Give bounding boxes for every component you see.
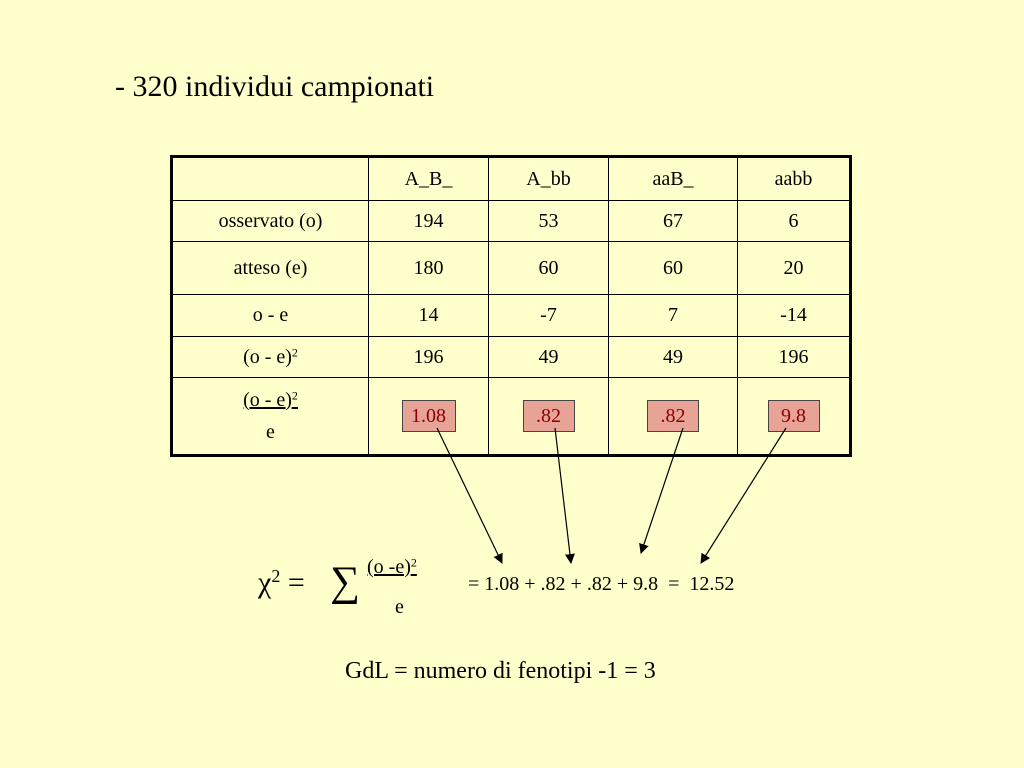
row-label-observed: osservato (o) (172, 201, 369, 242)
table-cell: 60 (609, 242, 738, 295)
table-cell (738, 378, 851, 456)
row-label-difference: o - e (172, 295, 369, 337)
highlighted-value: 9.8 (768, 400, 820, 432)
highlighted-value: 1.08 (402, 400, 456, 432)
table-row (172, 201, 851, 242)
header-cell-aabb: aabb (738, 157, 851, 201)
fraction-numerator (243, 389, 298, 411)
row-label-expected: atteso (e) (172, 242, 369, 295)
sigma-icon: ∑ (330, 559, 360, 605)
chi-letter: χ (258, 566, 272, 599)
table-cell: -7 (489, 295, 609, 337)
highlighted-value: .82 (647, 400, 699, 432)
formula-numerator-superscript: 2 (410, 555, 417, 570)
fraction-denominator: e (266, 420, 275, 443)
table-cell: 60 (489, 242, 609, 295)
table-cell: 6 (738, 201, 851, 242)
numerator-superscript: 2 (291, 387, 298, 402)
formula-numerator-base: (o -e) (367, 556, 411, 578)
table-cell (609, 378, 738, 456)
table-cell: 7 (609, 295, 738, 337)
table-header-row (172, 157, 851, 201)
table-cell: 20 (738, 242, 851, 295)
table-cell (369, 378, 489, 456)
header-cell-A_B_: A_B_ (369, 157, 489, 201)
table-cell: 14 (369, 295, 489, 337)
degrees-of-freedom: GdL = numero di fenotipi -1 = 3 (345, 658, 656, 684)
table-cell: 49 (489, 337, 609, 378)
table-cell: 194 (369, 201, 489, 242)
chi-square-symbol (258, 566, 305, 600)
formula-result: = 1.08 + .82 + .82 + 9.8 = 12.52 (468, 573, 735, 595)
row-label-chi-fraction (172, 378, 369, 456)
highlighted-value: .82 (523, 400, 575, 432)
table-row (172, 242, 851, 295)
formula-denominator: e (395, 596, 404, 618)
chi-square-table (170, 155, 852, 457)
table-row (172, 295, 851, 337)
formula-numerator (367, 556, 417, 579)
row-label-squared-difference (172, 337, 369, 378)
numerator-base: (o - e) (243, 388, 292, 411)
table-cell: 49 (609, 337, 738, 378)
table-cell: 196 (738, 337, 851, 378)
fraction (243, 389, 298, 443)
table-cell: 196 (369, 337, 489, 378)
table-cell: 53 (489, 201, 609, 242)
table-cell: -14 (738, 295, 851, 337)
table-row (172, 337, 851, 378)
chi-superscript: 2 (271, 566, 281, 587)
header-cell-aaB_: aaB_ (609, 157, 738, 201)
label-base: (o - e) (243, 345, 292, 368)
slide-title: - 320 individui campionati (115, 70, 435, 103)
header-cell-A_bb: A_bb (489, 157, 609, 201)
header-cell-empty (172, 157, 369, 201)
table-row-chi-contribution (172, 378, 851, 456)
table-cell (489, 378, 609, 456)
label-superscript: 2 (291, 344, 298, 359)
table-cell: 67 (609, 201, 738, 242)
equals-sign: = (287, 566, 305, 599)
table-cell: 180 (369, 242, 489, 295)
